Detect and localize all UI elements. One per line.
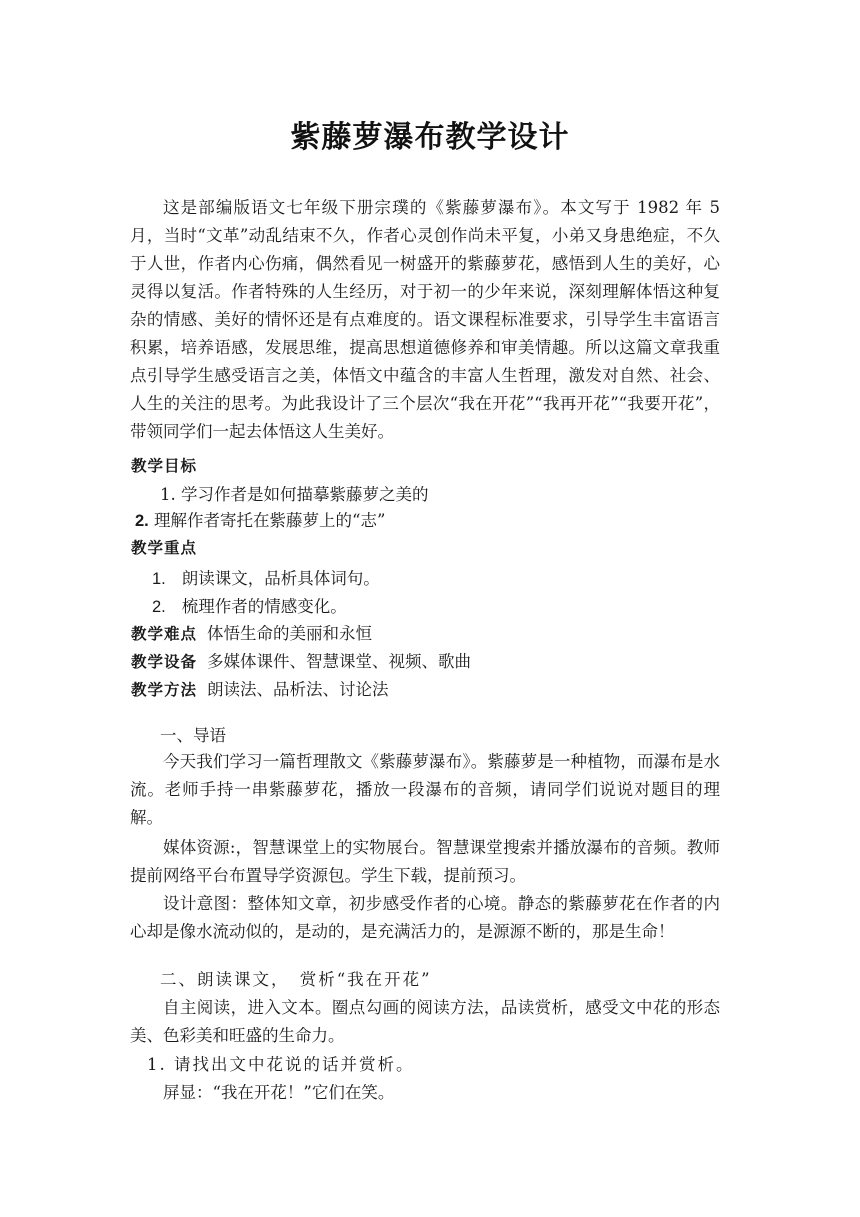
key-point-1-number: 1. (152, 570, 166, 588)
key-point-2 (152, 593, 347, 617)
key-point-1 (152, 565, 380, 589)
difficulty-text: 体悟生命的美丽和永恒 (207, 624, 373, 643)
section-2-question-1: 1. 请找出文中花说的话并赏析。 (147, 1055, 415, 1074)
equipment-text: 多媒体课件、智慧课堂、视频、歌曲 (207, 652, 472, 671)
difficulty-label: 教学难点 (131, 625, 198, 643)
section-2-paragraph-1: 自主阅读，进入文本。圈点勾画的阅读方法，品读赏析，感受文中花的形态美、色彩美和旺盛的生命力。 (130, 998, 720, 1045)
section-2-screen-display: 屏显：“我在开花！”它们在笑。 (163, 1083, 395, 1102)
section-1-paragraph-2: 媒体资源:，智慧课堂上的实物展台。智慧课堂搜索并播放瀑布的音频。教师提前网络平台布置导学资源包。学生下载，提前预习。 (130, 838, 720, 885)
page-title: 紫藤萝瀑布教学设计 (290, 120, 570, 155)
section-1-paragraph-3: 设计意图：整体知文章，初步感受作者的心境。静态的紫藤萝花在作者的内心却是像水流动似的，是动的，是充满活力的，是源源不断的，那是生命！ (130, 894, 720, 941)
section-1-paragraph-1: 今天我们学习一篇哲理散文《紫藤萝瀑布》。紫藤萝是一种植物，而瀑布是水流。老师手持一串紫藤萝花，播放一段瀑布的音频，请同学们说说对题目的理解。 (130, 752, 720, 827)
method-text: 朗读法、品析法、讨论法 (207, 680, 389, 699)
goal-item-1: 1. 学习作者是如何描摹紫藤萝之美的 (160, 485, 429, 504)
section-2-heading: 二、朗读课文， 赏析“我在开花” (160, 970, 432, 989)
difficulty-row (131, 620, 372, 644)
goals-heading: 教学目标 (131, 457, 198, 475)
equipment-label: 教学设备 (131, 653, 198, 671)
goal-item-2 (135, 507, 385, 531)
key-point-2-text: 梳理作者的情感变化。 (181, 597, 347, 616)
section-1-heading: 一、导语 (160, 726, 226, 745)
intro-paragraph: 这是部编版语文七年级下册宗璞的《紫藤萝瀑布》。本文写于 1982 年 5 月，当时“文革”动乱结束不久，作者心灵创作尚未平复，小弟又身患绝症，不久于人世，作者内心伤痛，偶然看见一树盛开的紫藤萝花，感悟到人生的美好，心灵得以复活。作者特殊的人生经历，对于初一的少年来说，深刻理解体悟这种复杂的情感、美好的情怀还是有点难度的。语文课程标准要求，引导学生丰富语言积累，培养语感，发展思维，提高思想道德修养和审美情趣。所以这篇文章我重点引导学生感受语言之美，体悟文中蕴含的丰富人生哲理，激发对自然、社会、人生的关注的思考。为此我设计了三个层次“我在开花”“我再开花”“我要开花”，带领同学们一起去体悟这人生美好。 (130, 198, 720, 441)
key-points-heading: 教学重点 (131, 539, 198, 557)
equipment-row (131, 648, 471, 672)
key-point-1-text: 朗读课文，品析具体词句。 (181, 569, 380, 588)
goal-item-2-text: 理解作者寄托在紫藤萝上的“志” (148, 511, 386, 530)
key-point-2-number: 2. (152, 598, 166, 616)
goal-item-2-number: 2. (135, 512, 149, 530)
method-label: 教学方法 (131, 681, 198, 699)
method-row (131, 676, 389, 700)
